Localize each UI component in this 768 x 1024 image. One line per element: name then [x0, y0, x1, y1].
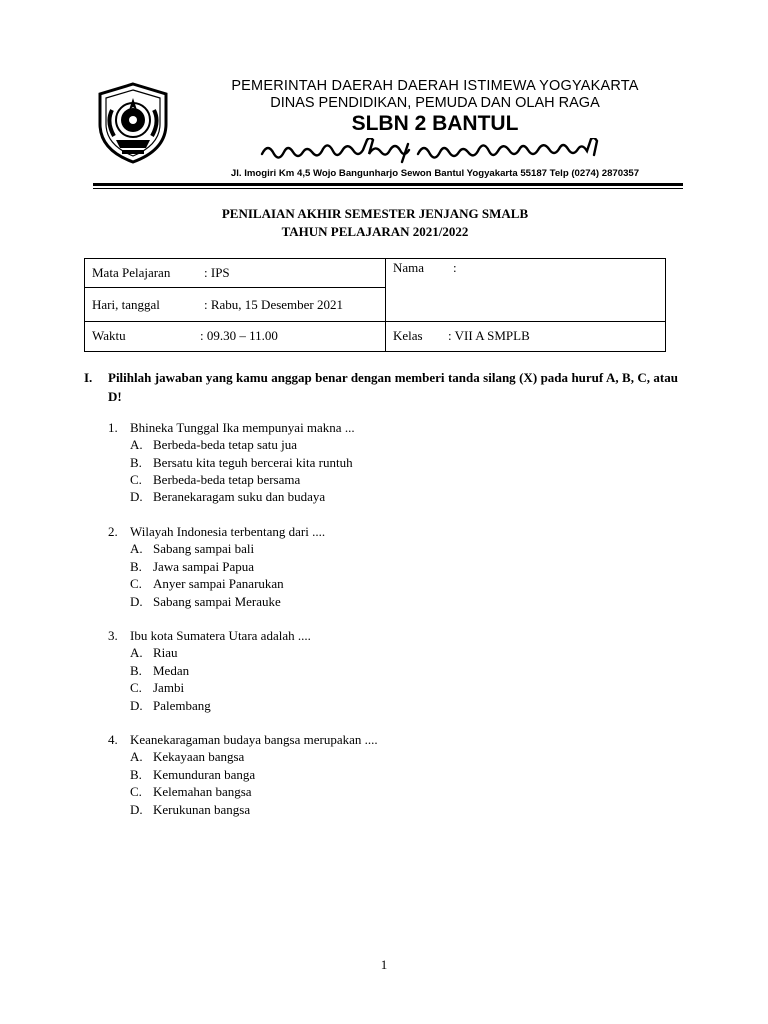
exam-info-table — [84, 258, 666, 352]
table-row-divider — [85, 321, 665, 322]
name-label: Nama — [393, 260, 425, 275]
question-number: 4. — [108, 732, 118, 747]
option-letter: C. — [130, 472, 142, 487]
option-letter: B. — [130, 767, 142, 782]
class-label: Kelas — [393, 328, 423, 343]
table-row-divider — [85, 287, 385, 288]
time-value: : 09.30 – 11.00 — [200, 328, 278, 343]
option-text: Jambi — [153, 680, 185, 695]
name-value[interactable]: : — [453, 260, 457, 275]
department-heading: DINAS PENDIDIKAN, PEMUDA DAN OLAH RAGA — [270, 95, 600, 111]
table-divider — [385, 259, 386, 351]
option-text: Sabang sampai bali — [153, 541, 255, 556]
subject-value: : IPS — [204, 265, 230, 280]
letterhead-rule-thick — [93, 183, 683, 186]
option-letter: C. — [130, 576, 142, 591]
option-letter: B. — [130, 663, 142, 678]
option-letter: A. — [130, 541, 143, 556]
coat-of-arms-logo — [92, 80, 174, 166]
question-text: Bhineka Tunggal Ika mempunyai makna ... — [130, 420, 355, 435]
javanese-script-signature — [258, 138, 608, 164]
date-label: Hari, tanggal — [92, 297, 160, 312]
option-text: Anyer sampai Panarukan — [153, 576, 284, 591]
option-text: Kelemahan bangsa — [153, 784, 252, 799]
class-value: : VII A SMPLB — [448, 328, 530, 343]
option-letter: D. — [130, 698, 143, 713]
time-label: Waktu — [92, 328, 126, 343]
academic-year: TAHUN PELAJARAN 2021/2022 — [281, 224, 469, 239]
letterhead-rule-thin — [93, 188, 683, 189]
option-letter: C. — [130, 680, 142, 695]
option-letter: A. — [130, 645, 143, 660]
question-number: 3. — [108, 628, 118, 643]
question-text: Wilayah Indonesia terbentang dari .... — [130, 524, 326, 539]
option-letter: B. — [130, 455, 142, 470]
option-letter: A. — [130, 749, 143, 764]
option-letter: D. — [130, 594, 143, 609]
option-letter: C. — [130, 784, 142, 799]
question-number: 1. — [108, 420, 118, 435]
subject-label: Mata Pelajaran — [92, 265, 171, 280]
option-letter: A. — [130, 437, 143, 452]
option-text: Sabang sampai Merauke — [153, 594, 281, 609]
option-text: Palembang — [153, 698, 211, 713]
date-value: : Rabu, 15 Desember 2021 — [204, 297, 344, 312]
option-text: Kemunduran banga — [153, 767, 256, 782]
school-address: Jl. Imogiri Km 4,5 Wojo Bangunharjo Sewon Bantul Yogyakarta 55187 Telp (0274) 2870357 — [230, 168, 640, 179]
option-text: Berbeda-beda tetap satu jua — [153, 437, 298, 452]
option-text: Beranekaragam suku dan budaya — [153, 489, 326, 504]
school-name: SLBN 2 BANTUL — [351, 112, 519, 135]
question-number: 2. — [108, 524, 118, 539]
section-number: I. — [84, 370, 93, 385]
option-text: Kerukunan bangsa — [153, 802, 251, 817]
option-text: Kekayaan bangsa — [153, 749, 245, 764]
instruction-text: Pilihlah jawaban yang kamu anggap benar dengan memberi tanda silang (X) pada huruf A, B, C, atau D! — [108, 370, 678, 404]
option-text: Bersatu kita teguh bercerai kita runtuh — [153, 455, 353, 470]
page-number: 1 — [380, 957, 388, 972]
option-text: Medan — [153, 663, 190, 678]
exam-title: PENILAIAN AKHIR SEMESTER JENJANG SMALB — [221, 206, 529, 221]
question-text: Keanekaragaman budaya bangsa merupakan .... — [130, 732, 378, 747]
option-text: Berbeda-beda tetap bersama — [153, 472, 301, 487]
option-text: Jawa sampai Papua — [153, 559, 255, 574]
option-text: Riau — [153, 645, 178, 660]
option-letter: B. — [130, 559, 142, 574]
option-letter: D. — [130, 489, 143, 504]
section-instruction — [84, 368, 678, 406]
government-heading: PEMERINTAH DAERAH DAERAH ISTIMEWA YOGYAKARTA — [231, 78, 639, 94]
question-text: Ibu kota Sumatera Utara adalah .... — [130, 628, 311, 643]
option-letter: D. — [130, 802, 143, 817]
